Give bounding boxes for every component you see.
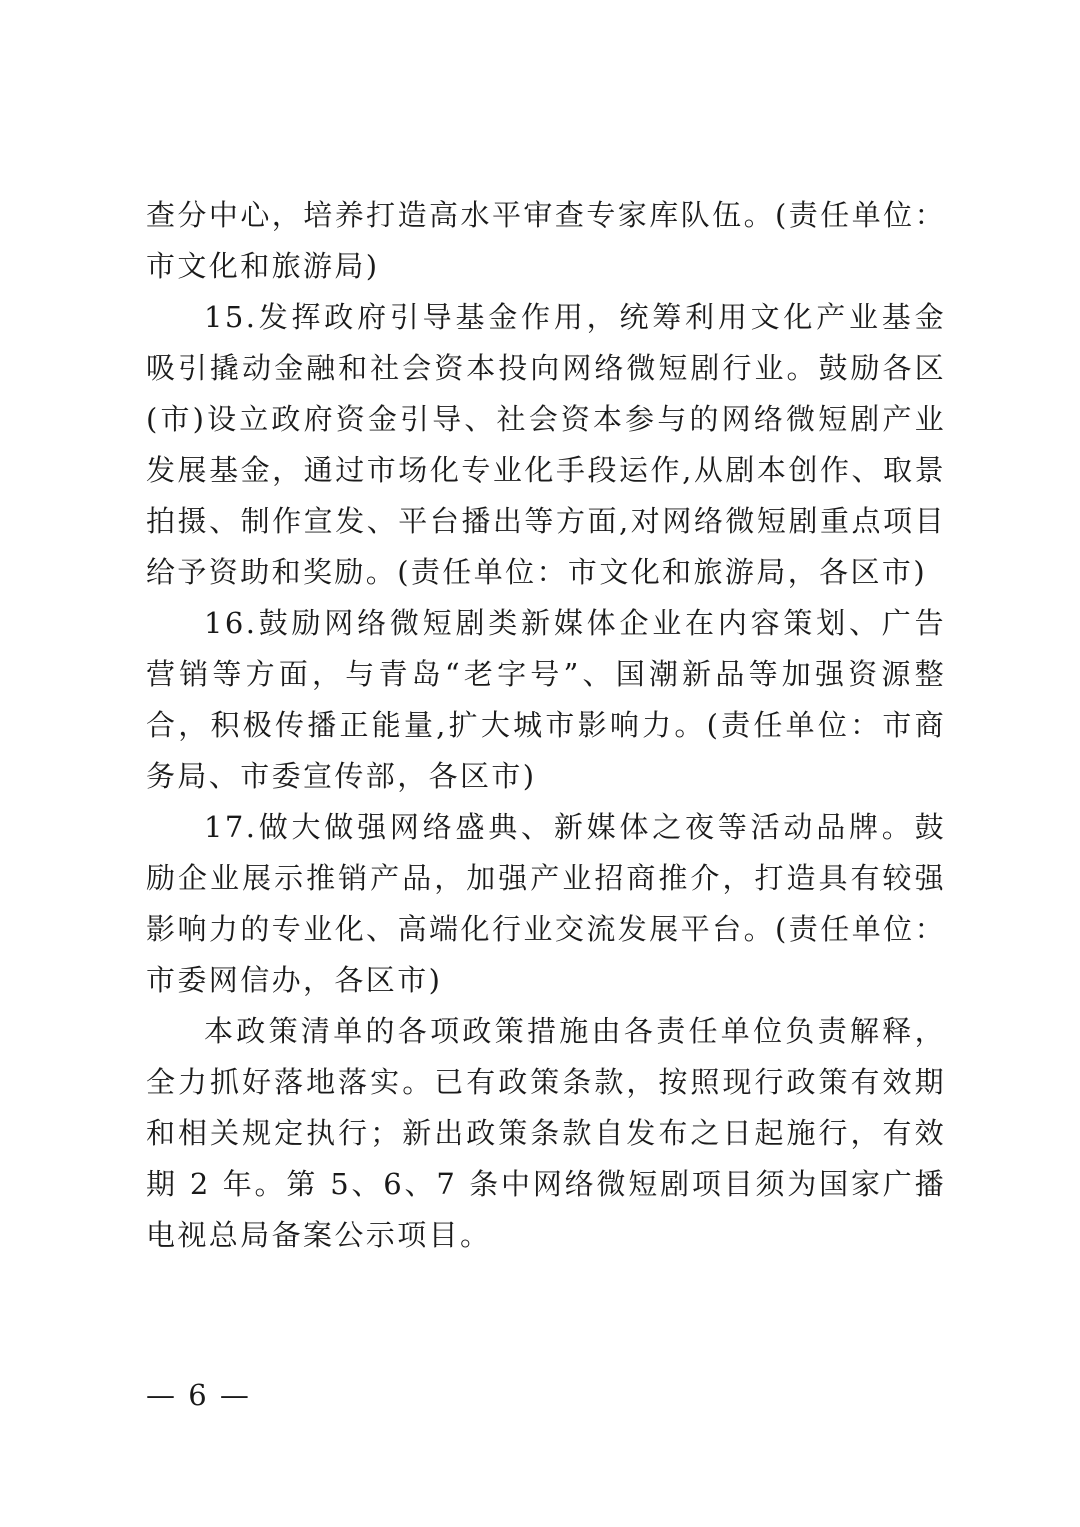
paragraph-item-16: 16.鼓励网络微短剧类新媒体企业在内容策划、广告营销等方面，与青岛“老字号”、国潮新品等加强资源整合，积极传播正能量,扩大城市影响力。(责任单位：市商务局、市委宣传部，各区市) [146, 606, 946, 793]
paragraph-item-17: 17.做大做强网络盛典、新媒体之夜等活动品牌。鼓励企业展示推销产品，加强产业招商推介，打造具有较强影响力的专业化、高端化行业交流发展平台。(责任单位：市委网信办，各区市) [146, 810, 946, 997]
paragraph-item-15: 15.发挥政府引导基金作用，统筹利用文化产业基金吸引撬动金融和社会资本投向网络微短剧行业。鼓励各区(市)设立政府资金引导、社会资本参与的网络微短剧产业发展基金，通过市场化专业化手段运作,从剧本创作、取景拍摄、制作宣发、平台播出等方面,对网络微短剧重点项目给予资助和奖励。(责任单位：市文化和旅游局，各区市) [146, 300, 946, 589]
document-body [146, 190, 946, 1261]
page-number: — 6 — [146, 1378, 251, 1412]
paragraph-closing: 本政策清单的各项政策措施由各责任单位负责解释，全力抓好落地落实。已有政策条款，按照现行政策有效期和相关规定执行；新出政策条款自发布之日起施行，有效期 2 年。第 5、6、7 条中网络微短剧项目须为国家广播电视总局备案公示项目。 [146, 1014, 946, 1252]
paragraph-continuation: 查分中心，培养打造高水平审查专家库队伍。(责任单位：市文化和旅游局) [146, 198, 946, 283]
